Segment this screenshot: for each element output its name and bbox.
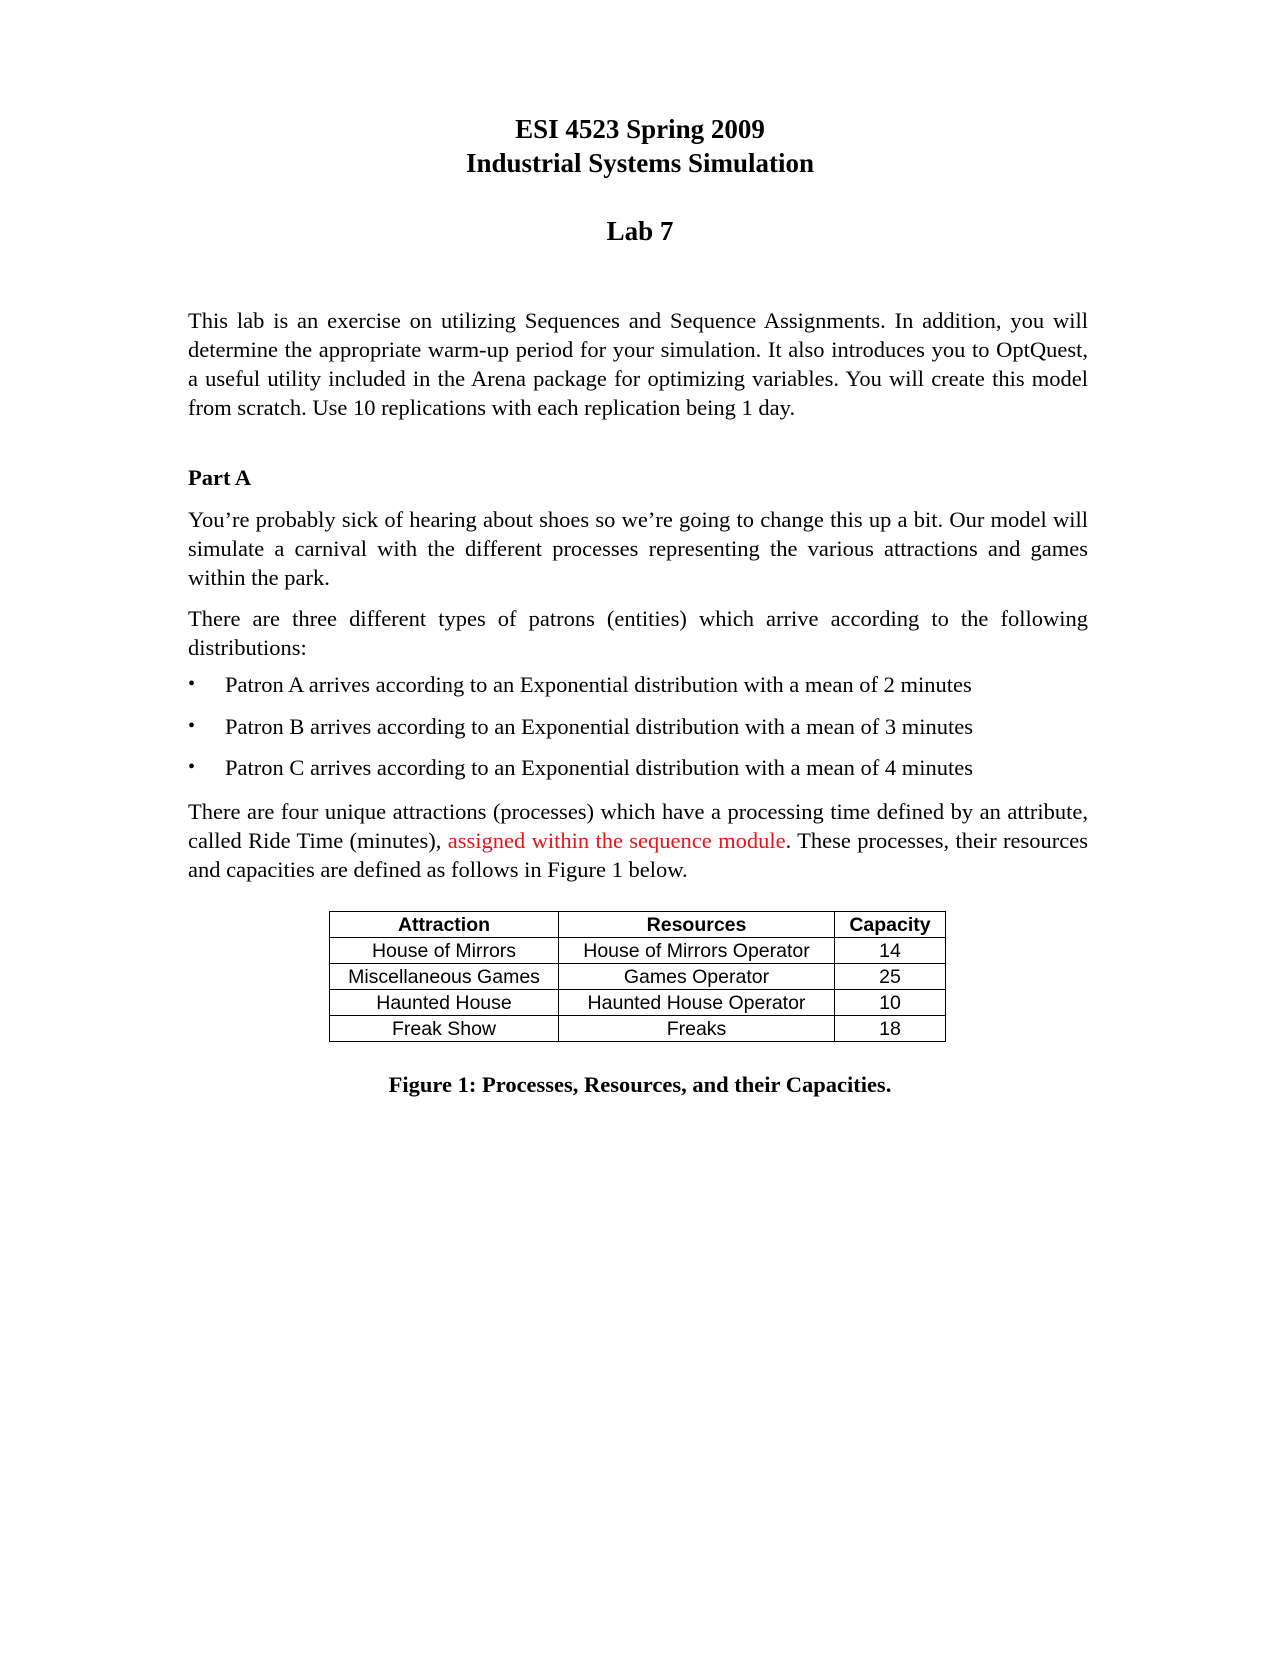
part-a-paragraph-2: There are three different types of patrons (entities) which arrive according to the following distributions: [188,606,1088,660]
cell-resource: Haunted House Operator [559,990,835,1016]
table-header-row [330,912,946,938]
patron-arrival-list [188,670,1088,795]
bullet-icon: • [188,673,196,695]
column-header-resources: Resources [559,912,835,938]
bullet-icon: • [188,714,196,737]
table-row [330,964,946,990]
lab-title: Lab 7 [606,216,674,246]
cell-capacity: 10 [835,990,946,1016]
attractions-table [329,911,946,1042]
table-row [330,938,946,964]
cell-resource: House of Mirrors Operator [559,938,835,964]
bullet-icon: • [188,756,196,778]
cell-attraction: House of Mirrors [330,938,559,964]
list-item-text: Patron B arrives according to an Exponential distribution with a mean of 3 minutes [225,713,973,739]
list-item-text: Patron C arrives according to an Exponential distribution with a mean of 4 minutes [225,755,973,780]
highlighted-text: assigned within the sequence module [447,828,786,853]
list-item [188,712,1088,754]
cell-attraction: Freak Show [330,1016,559,1042]
column-header-attraction: Attraction [330,912,559,938]
part-a-heading: Part A [188,465,252,490]
list-item [188,670,1088,712]
course-name: Industrial Systems Simulation [465,148,815,178]
cell-attraction: Haunted House [330,990,559,1016]
cell-capacity: 14 [835,938,946,964]
cell-capacity: 25 [835,964,946,990]
course-title: ESI 4523 Spring 2009 [515,114,765,144]
paragraph-text: . These processes, their resources and capacities are defined as follows in Figure 1 below. [188,828,1088,882]
paragraph-text: There are four unique attractions (processes) which have a processing time defined by an attribute, called Ride Time (minutes), [188,799,1088,853]
cell-capacity: 18 [835,1016,946,1042]
intro-paragraph: This lab is an exercise on utilizing Sequences and Sequence Assignments. In addition, you will determine the appropriate warm-up period for your simulation. It also introduces you to OptQuest, a useful utility included in the Arena package for optimizing variables. You will create this model from scratch. Use 10 replications with each replication being 1 day. [188,308,1088,420]
cell-attraction: Miscellaneous Games [330,964,559,990]
list-item-text: Patron A arrives according to an Exponential distribution with a mean of 2 minutes [225,672,972,697]
cell-resource: Freaks [559,1016,835,1042]
figure-caption: Figure 1: Processes, Resources, and their Capacities. [388,1072,892,1097]
part-a-paragraph-1: You’re probably sick of hearing about shoes so we’re going to change this up a bit. Our model will simulate a carnival with the different processes representing the various attractions and games within the park. [188,507,1088,590]
cell-resource: Games Operator [559,964,835,990]
column-header-capacity: Capacity [835,912,946,938]
table-row [330,1016,946,1042]
list-item [188,753,1088,795]
table-row [330,990,946,1016]
part-a-paragraph-3 [188,797,1088,884]
